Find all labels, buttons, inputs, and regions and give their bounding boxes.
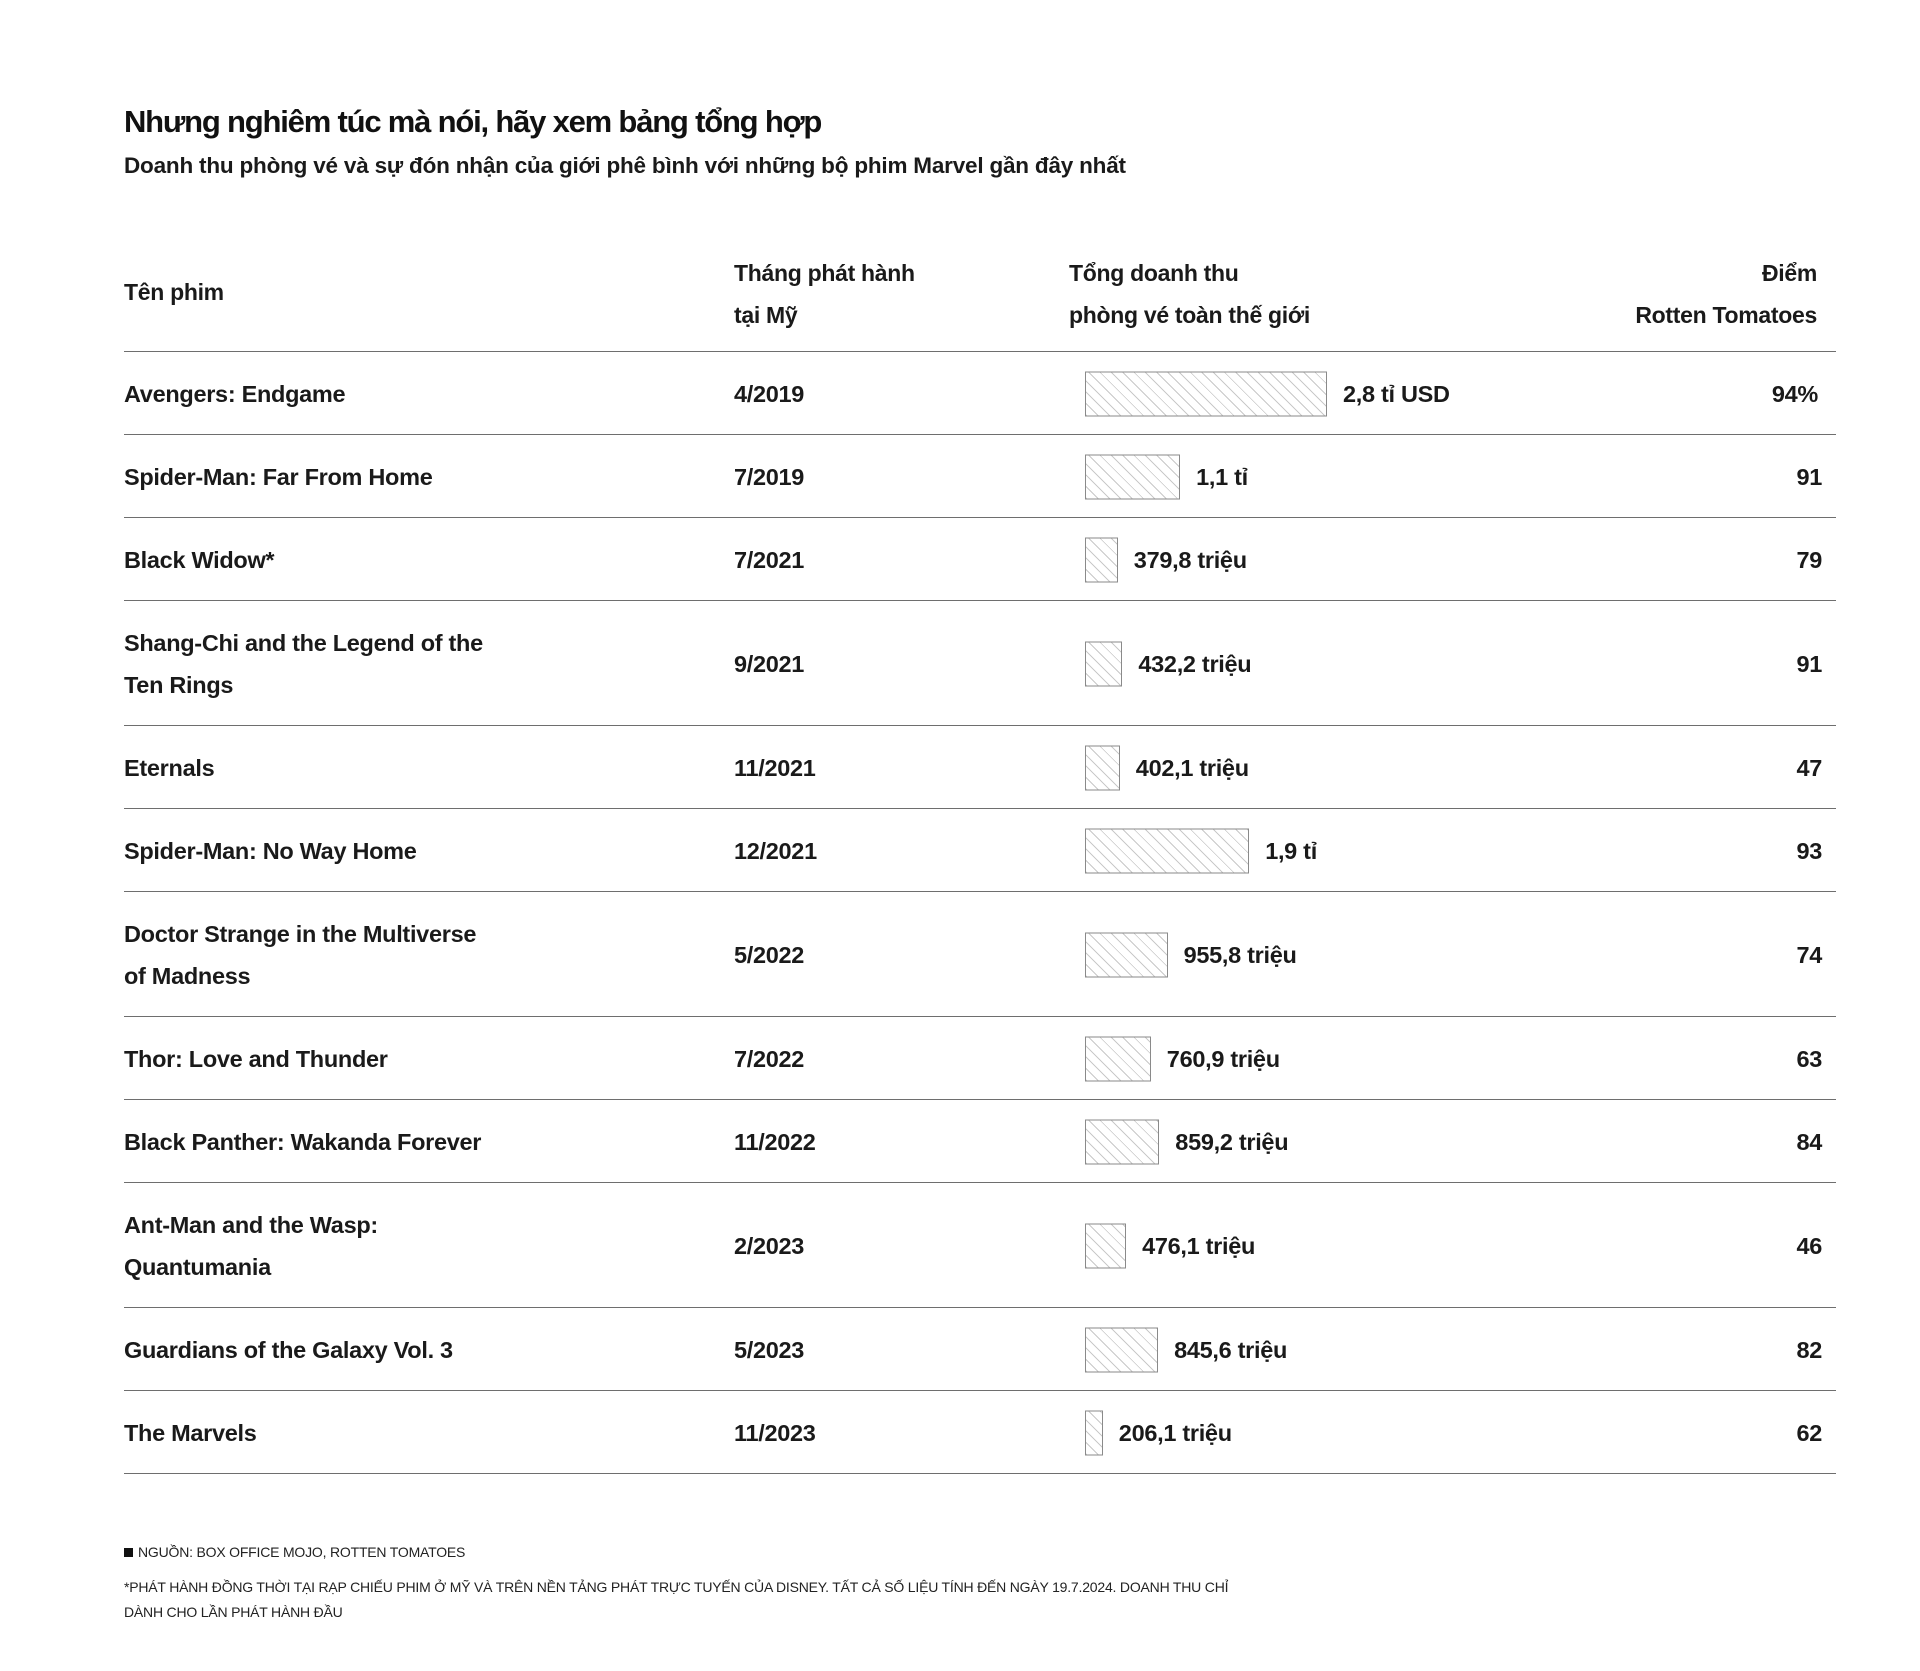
header-rotten-tomatoes-line1: Điểm	[1761, 260, 1817, 286]
header-box-office-line2: phòng vé toàn thế giới	[1069, 302, 1311, 328]
rotten-tomatoes-score: 91	[1796, 650, 1822, 677]
rotten-tomatoes-score: 74	[1796, 941, 1822, 968]
film-name-line: of Madness	[124, 962, 251, 989]
film-name-line: Shang-Chi and the Legend of the	[124, 629, 483, 656]
table-row	[0, 1308, 1920, 1391]
rotten-tomatoes-score: 84	[1796, 1128, 1822, 1155]
film-name	[124, 539, 274, 581]
chart-subtitle: Doanh thu phòng vé và sự đón nhận của giới phê bình với những bộ phim Marvel gần đây nhất	[124, 153, 1126, 178]
table-row	[0, 352, 1920, 435]
header-release-date-line2: tại Mỹ	[734, 302, 798, 328]
release-date: 7/2021	[734, 546, 805, 573]
film-name	[124, 1412, 257, 1454]
source-text: NGUỒN: BOX OFFICE MOJO, ROTTEN TOMATOES	[138, 1544, 466, 1560]
header-box-office	[1069, 252, 1310, 336]
revenue-bar	[1085, 745, 1120, 790]
revenue-bar	[1085, 1327, 1158, 1372]
release-date: 7/2022	[734, 1045, 805, 1072]
table-row	[0, 435, 1920, 518]
source-note	[124, 1544, 465, 1560]
film-name-line: Black Panther: Wakanda Forever	[124, 1128, 482, 1155]
release-date: 5/2022	[734, 941, 805, 968]
revenue-bar	[1085, 1223, 1126, 1268]
rotten-tomatoes-score: 91	[1796, 463, 1822, 490]
header-rotten-tomatoes	[1635, 252, 1817, 336]
film-name	[124, 747, 214, 789]
revenue-bar	[1085, 1036, 1151, 1081]
table-row	[0, 1183, 1920, 1308]
film-name	[124, 1038, 388, 1080]
table-row	[0, 1017, 1920, 1100]
revenue-label: 379,8 triệu	[1133, 546, 1247, 573]
film-name	[124, 622, 483, 706]
table-row	[0, 1100, 1920, 1183]
release-date: 11/2022	[734, 1128, 816, 1155]
revenue-bar	[1085, 454, 1180, 499]
table-row	[0, 809, 1920, 892]
revenue-label: 432,2 triệu	[1138, 650, 1252, 677]
revenue-label: 859,2 triệu	[1175, 1128, 1289, 1155]
film-name-line: Thor: Love and Thunder	[124, 1045, 388, 1072]
rotten-tomatoes-score: 62	[1796, 1419, 1822, 1446]
header-rotten-tomatoes-line2: Rotten Tomatoes	[1635, 302, 1817, 328]
revenue-label: 2,8 tỉ USD	[1343, 380, 1450, 407]
film-name	[124, 1121, 481, 1163]
film-name	[124, 1329, 453, 1371]
header-release-date-line1: Tháng phát hành	[734, 260, 915, 286]
table-row	[0, 892, 1920, 1017]
revenue-bar	[1085, 1119, 1159, 1164]
table-row	[0, 726, 1920, 809]
film-name-line: Ten Rings	[124, 671, 234, 698]
table-row	[0, 1391, 1920, 1474]
film-name	[124, 830, 417, 872]
film-name-line: Doctor Strange in the Multiverse	[124, 920, 477, 947]
film-name-line: Quantumania	[124, 1253, 271, 1280]
rotten-tomatoes-score: 46	[1796, 1232, 1822, 1259]
film-name	[124, 456, 432, 498]
release-date: 2/2023	[734, 1232, 805, 1259]
header-release-date	[734, 252, 915, 336]
release-date: 9/2021	[734, 650, 805, 677]
row-divider	[124, 1473, 1836, 1474]
revenue-bar	[1085, 828, 1249, 873]
rotten-tomatoes-score: 93	[1796, 837, 1822, 864]
revenue-bar	[1085, 641, 1122, 686]
rotten-tomatoes-score: 82	[1796, 1336, 1822, 1363]
footnote: *PHÁT HÀNH ĐỒNG THỜI TẠI RẠP CHIẾU PHIM Ở MỸ VÀ TRÊN NỀN TẢNG PHÁT TRỰC TUYẾN CỦA DISNEY. TẤT CẢ SỐ LIỆU TÍNH ĐẾN NGÀY 19.7.2024. DOANH THU CHỈ DÀNH CHO LẦN PHÁT HÀNH ĐẦU	[124, 1579, 1229, 1620]
chart-title: Nhưng nghiêm túc mà nói, hãy xem bảng tổng hợp	[124, 104, 822, 139]
release-date: 7/2019	[734, 463, 805, 490]
rotten-tomatoes-score: 63	[1796, 1045, 1822, 1072]
table-row	[0, 518, 1920, 601]
revenue-label: 845,6 triệu	[1174, 1336, 1288, 1363]
film-name-line: Black Widow*	[124, 546, 275, 573]
revenue-bar	[1085, 537, 1118, 582]
film-name	[124, 373, 345, 415]
film-name	[124, 1204, 378, 1288]
header-film-name: Tên phim	[124, 279, 224, 305]
film-name-line: The Marvels	[124, 1419, 257, 1446]
rotten-tomatoes-score: 94%	[1771, 380, 1818, 407]
revenue-label: 476,1 triệu	[1142, 1232, 1256, 1259]
release-date: 5/2023	[734, 1336, 805, 1363]
rotten-tomatoes-score: 79	[1796, 546, 1822, 573]
header-box-office-line1: Tổng doanh thu	[1069, 260, 1239, 286]
film-name-line: Spider-Man: Far From Home	[124, 463, 433, 490]
revenue-label: 1,9 tỉ	[1265, 837, 1317, 864]
revenue-label: 206,1 triệu	[1118, 1419, 1232, 1446]
revenue-bar	[1085, 1410, 1103, 1455]
revenue-label: 1,1 tỉ	[1196, 463, 1248, 490]
revenue-bar	[1085, 932, 1168, 977]
release-date: 12/2021	[734, 837, 817, 864]
release-date: 4/2019	[734, 380, 805, 407]
film-name-line: Ant-Man and the Wasp:	[124, 1211, 378, 1238]
film-name-line: Eternals	[124, 754, 215, 781]
revenue-label: 955,8 triệu	[1183, 941, 1297, 968]
revenue-label: 760,9 triệu	[1166, 1045, 1280, 1072]
film-name	[124, 913, 476, 997]
film-name-line: Avengers: Endgame	[124, 380, 346, 407]
table-row	[0, 601, 1920, 726]
film-name-line: Guardians of the Galaxy Vol. 3	[124, 1336, 453, 1363]
square-bullet-icon	[124, 1548, 133, 1557]
film-name-line: Spider-Man: No Way Home	[124, 837, 417, 864]
revenue-bar	[1085, 371, 1327, 416]
rotten-tomatoes-score: 47	[1796, 754, 1822, 781]
release-date: 11/2023	[734, 1419, 816, 1446]
revenue-label: 402,1 triệu	[1135, 754, 1249, 781]
release-date: 11/2021	[734, 754, 816, 781]
